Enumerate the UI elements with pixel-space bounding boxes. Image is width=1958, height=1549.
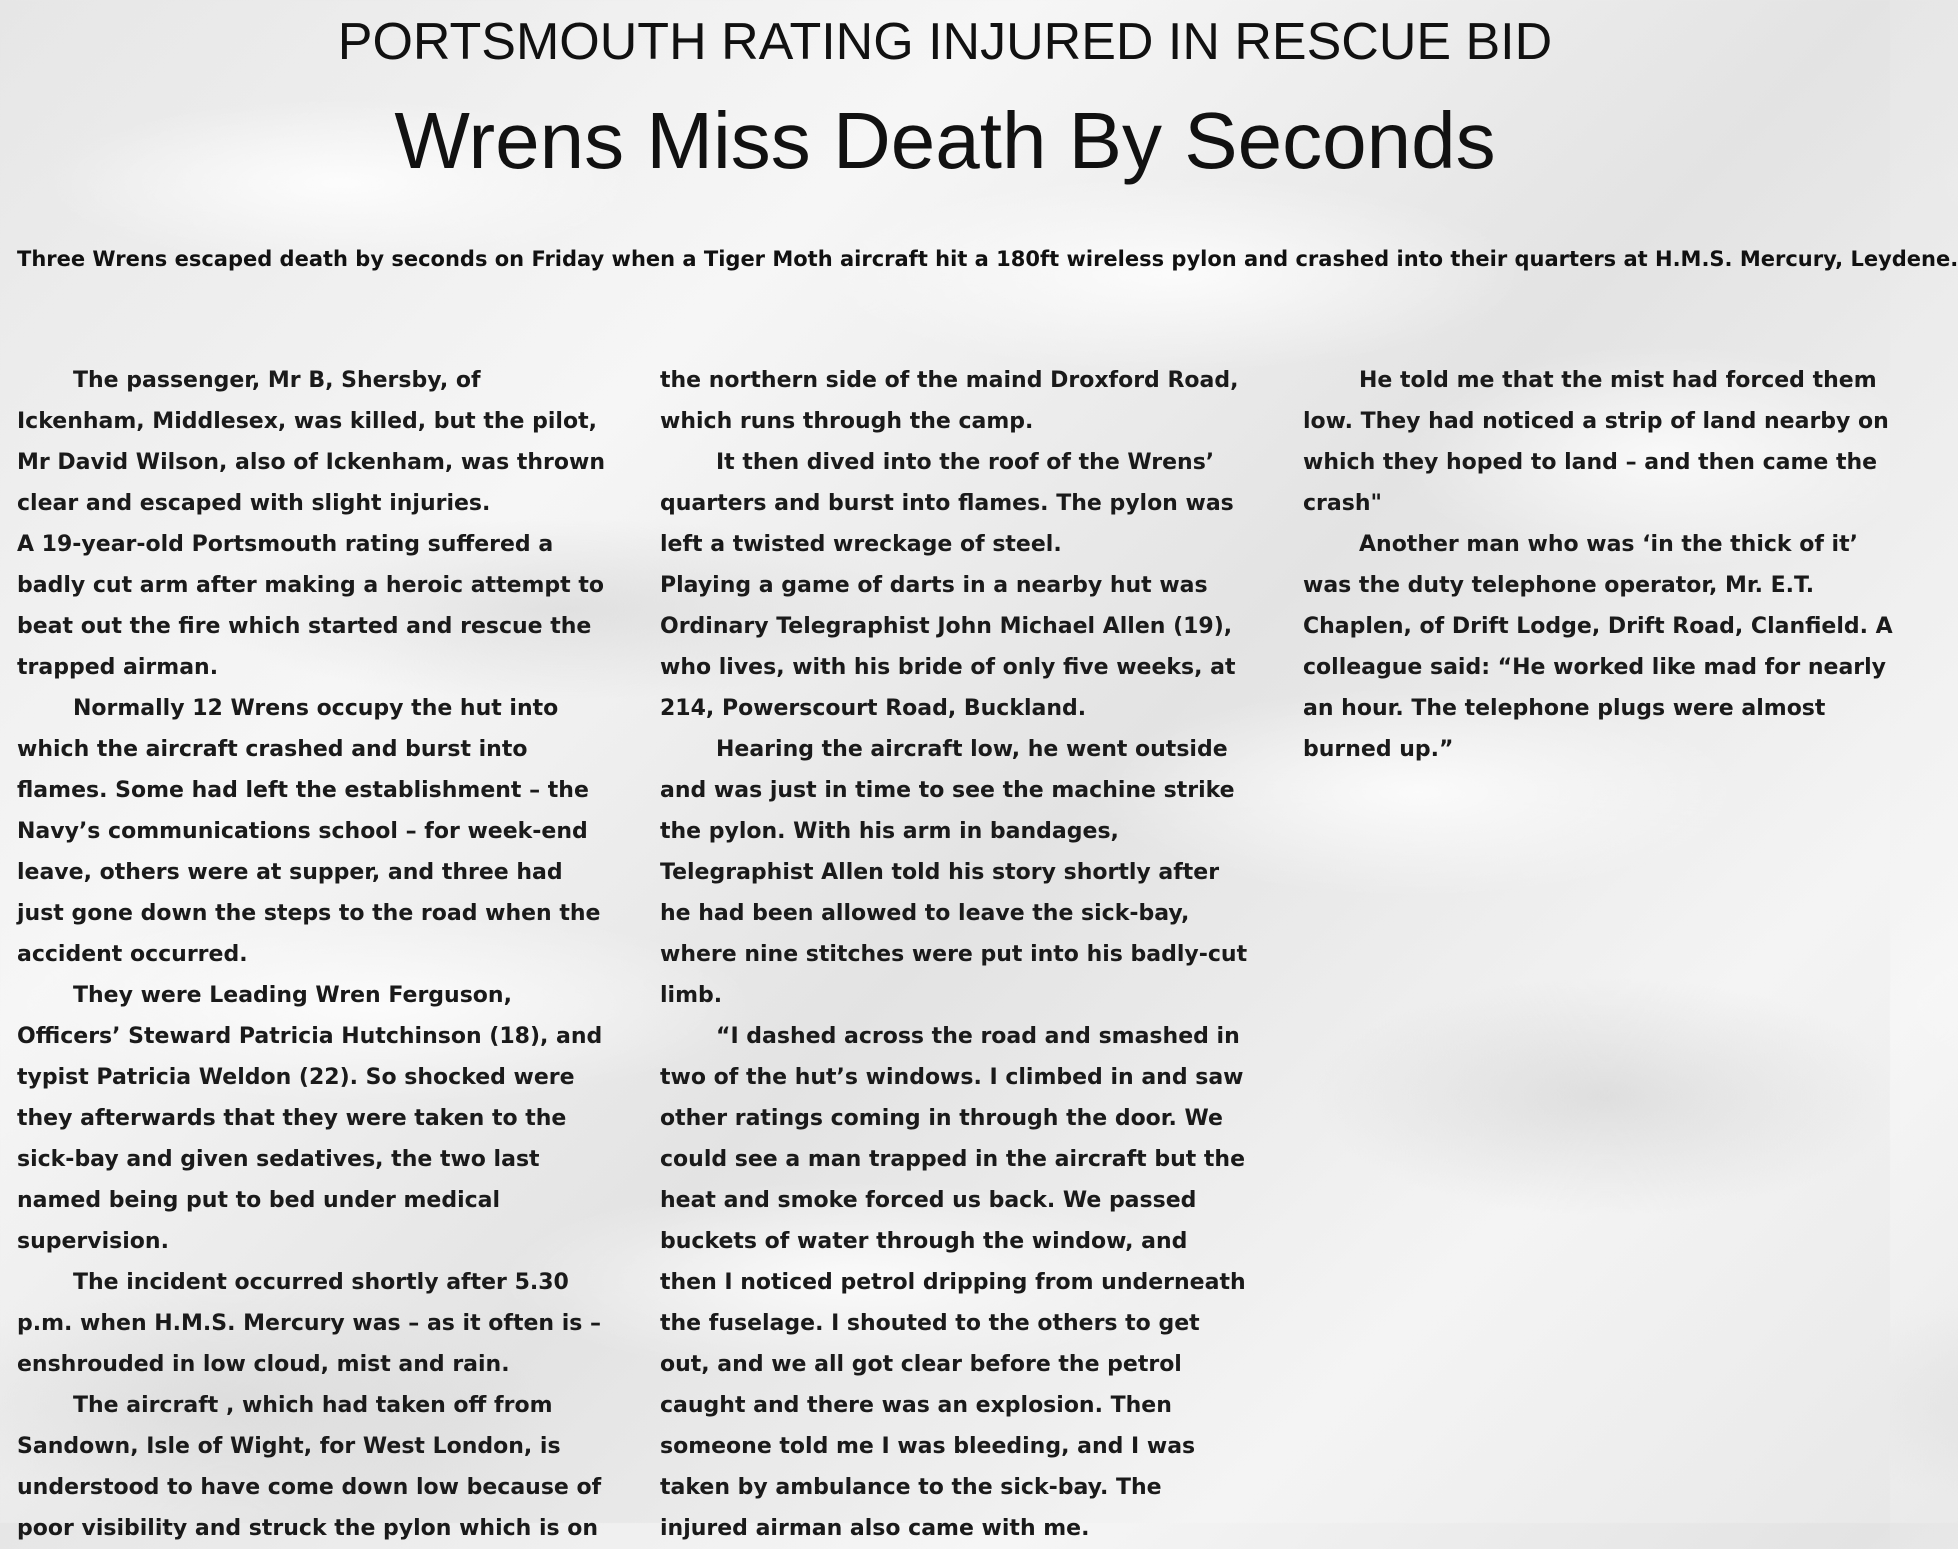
article-headline: Wrens Miss Death By Seconds [394, 96, 1496, 185]
paragraph: The incident occurred shortly after 5.30 p.m. when H.M.S. Mercury was – as it often is – enshrouded in low cloud, mist and rain. [17, 1270, 602, 1377]
paragraph: He told me that the mist had forced them low. They had noticed a strip of land nearby on which they hoped to land – and then came the crash" [1303, 368, 1889, 516]
article-kicker: PORTSMOUTH RATING INJURED IN RESCUE BID [337, 13, 1553, 71]
paragraph: It then dived into the roof of the Wrens’ quarters and burst into flames. The pylon was left a twisted wreckage of steel. [660, 450, 1234, 557]
paragraph: They were Leading Wren Ferguson, Officers’ Steward Patricia Hutchinson (18), and typist Patricia Weldon (22). So shocked were they afterwards that they were taken to the sick-bay and given sedatives, the two last named being put to bed under medical supervision. [17, 983, 603, 1254]
article-column-1 [17, 360, 607, 1549]
paragraph: the northern side of the maind Droxford Road, which runs through the camp. [660, 368, 1239, 434]
paragraph: “I dashed across the road and smashed in two of the hut’s windows. I climbed in and saw other ratings coming in through the door. We could see a man trapped in the aircraft but the heat and smoke forced us back. We passed buckets of water through the window, and then I noticed petrol dripping from underneath the fuselage. I shouted to the others to get out, and we all got clear before the petrol caught and there was an explosion. Then someone told me I was bleeding, and I was taken by ambulance to the sick-bay. The injured airman also came with me. [660, 1024, 1246, 1541]
article-column-3 [1303, 360, 1893, 770]
article-column-2 [660, 360, 1250, 1549]
paragraph: Playing a game of darts in a nearby hut was Ordinary Telegraphist John Michael Allen (19), who lives, with his bride of only five weeks, at 214, Powerscourt Road, Buckland. [660, 573, 1236, 721]
paragraph: Normally 12 Wrens occupy the hut into which the aircraft crashed and burst into flames. Some had left the establishment – the Navy’s communications school – for week-end leave, others were at supper, and three had just gone down the steps to the road when the accident occurred. [17, 696, 601, 967]
paragraph: Another man who was ‘in the thick of it’ was the duty telephone operator, Mr. E.T. Chaplen, of Drift Lodge, Drift Road, Clanfield. A colleague said: “He worked like mad for nearly an hour. The telephone plugs were almost burned up.” [1303, 532, 1893, 762]
paragraph: A 19-year-old Portsmouth rating suffered a badly cut arm after making a heroic attempt to beat out the fire which started and rescue the trapped airman. [17, 532, 604, 680]
paragraph: Hearing the aircraft low, he went outside and was just in time to see the machine strike the pylon. With his arm in bandages, Telegraphist Allen told his story shortly after he had been allowed to leave the sick-bay, where nine stitches were put into his badly-cut limb. [660, 737, 1248, 1008]
article-standfirst: Three Wrens escaped death by seconds on Friday when a Tiger Moth aircraft hit a 180ft wireless pylon and crashed into their quarters at H.M.S. Mercury, Leydene. [17, 247, 1958, 271]
paragraph: The aircraft , which had taken off from Sandown, Isle of Wight, for West London, is understood to have come down low because of poor visibility and struck the pylon which is on [17, 1393, 602, 1541]
paragraph: The passenger, Mr B, Shersby, of Ickenham, Middlesex, was killed, but the pilot, Mr David Wilson, also of Ickenham, was thrown clear and escaped with slight injuries. [17, 368, 605, 516]
